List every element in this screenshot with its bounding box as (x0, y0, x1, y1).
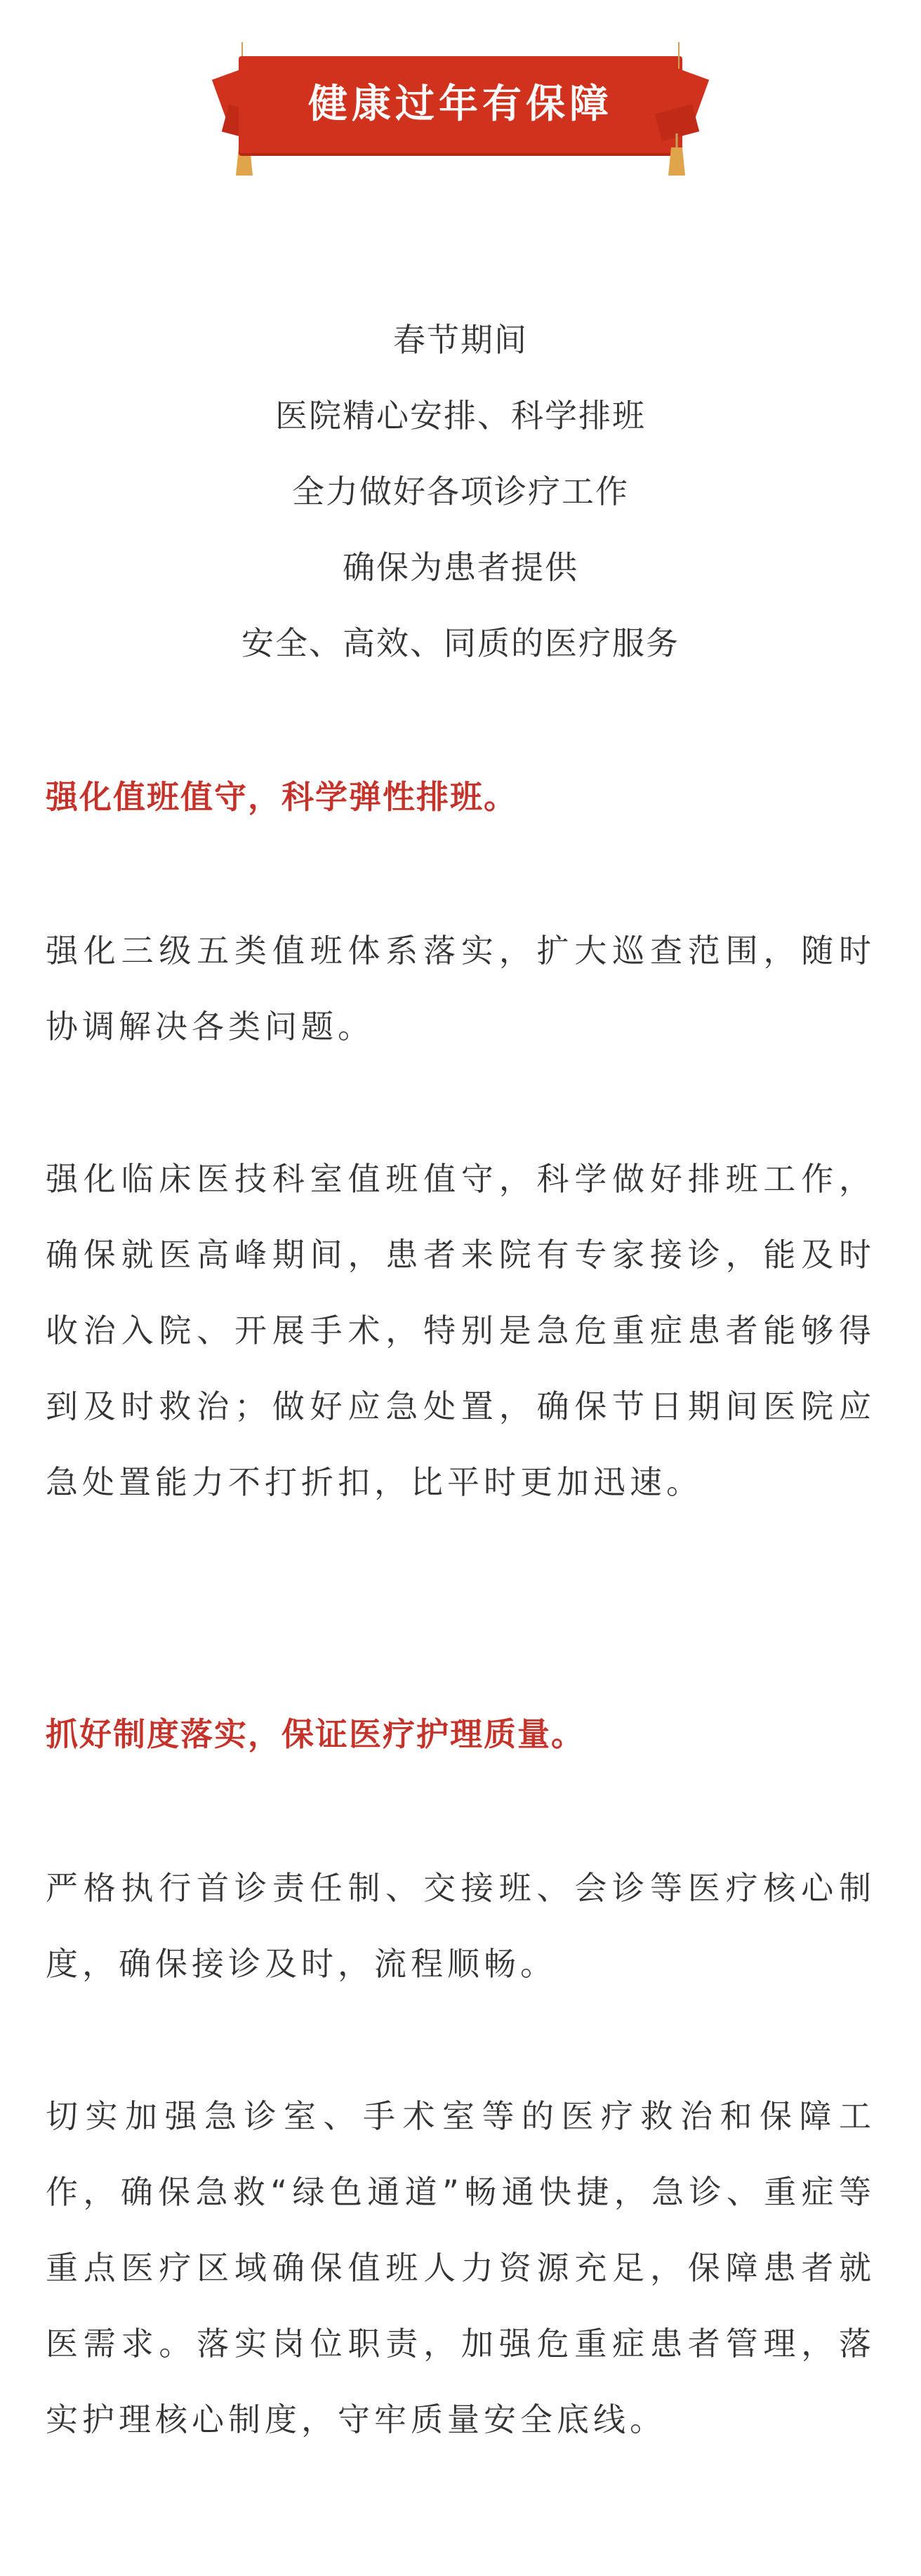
section-heading: 强化值班值守，科学弹性排班。 (46, 778, 517, 816)
section-paragraph: 切实加强急诊室、手术室等的医疗救治和保障工作，确保急救“绿色通道”畅通快捷，急诊、重症等重点医疗区域确保值班人力资源充足，保障患者就医需求。落实岗位职责，加强危重症患者管理，落实护理核心制度，守牢质量安全底线。 (46, 2097, 875, 2438)
title-banner (211, 42, 710, 179)
section-heading: 抓好制度落实，保证医疗护理质量。 (46, 1715, 585, 1753)
intro-line: 春节期间 (393, 321, 528, 359)
section-paragraph: 严格执行首诊责任制、交接班、会诊等医疗核心制度，确保接诊及时，流程顺畅。 (46, 1869, 875, 1983)
intro-line: 医院精心安排、科学排班 (275, 397, 646, 435)
intro-line: 安全、高效、同质的医疗服务 (241, 624, 680, 662)
section-paragraph: 强化三级五类值班体系落实，扩大巡查范围，随时协调解决各类问题。 (46, 932, 875, 1045)
intro-block (0, 302, 921, 681)
section-paragraph: 强化临床医技科室值班值守，科学做好排班工作，确保就医高峰期间，患者来院有专家接诊，能及时收治入院、开展手术，特别是急危重症患者能够得到及时救治；做好应急处置，确保节日期间医院应急处置能力不打折扣，比平时更加迅速。 (46, 1160, 875, 1501)
intro-line: 确保为患者提供 (343, 548, 578, 586)
intro-line: 全力做好各项诊疗工作 (292, 473, 629, 510)
right-tassel-icon (647, 42, 710, 179)
banner-title: 健康过年有保障 (308, 81, 613, 127)
